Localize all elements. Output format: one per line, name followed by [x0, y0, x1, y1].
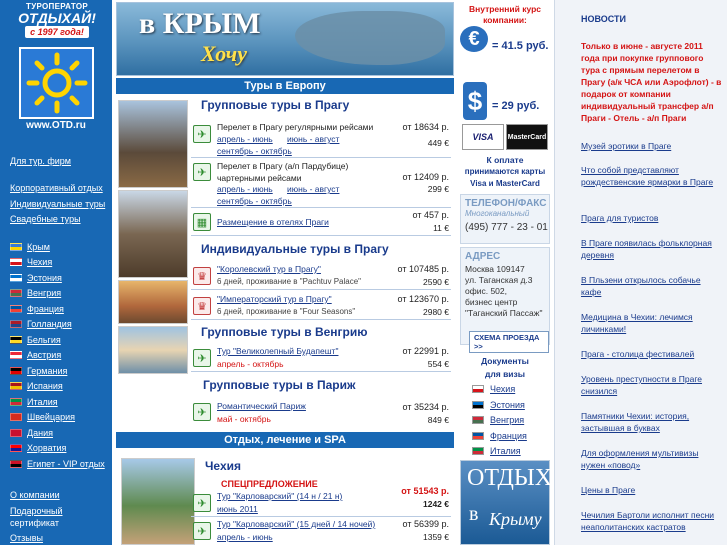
crimea-vacation-banner[interactable]	[460, 460, 553, 545]
country-link[interactable]	[10, 302, 64, 315]
crown-icon: ♛	[193, 267, 211, 285]
tour-row[interactable]	[191, 262, 451, 290]
country-link[interactable]	[10, 240, 50, 253]
tour-price-eur: 2980 €	[423, 307, 449, 317]
tour-row[interactable]	[191, 292, 451, 320]
tour-price: от 35234 р.	[402, 402, 449, 412]
country-name: Эстония	[27, 272, 62, 283]
plane-icon: ✈	[193, 163, 211, 181]
logo-sun-icon[interactable]	[19, 47, 94, 119]
country-link[interactable]	[10, 318, 72, 331]
tour-price-eur: 1359 €	[423, 532, 449, 542]
prague-photo-1	[118, 100, 188, 188]
czech-spa-title[interactable]: Чехия	[205, 459, 241, 473]
tour-row[interactable]	[191, 344, 451, 372]
logo-line2: ОТДЫХАЙ!	[18, 10, 96, 26]
tour-price-eur: 2590 €	[423, 277, 449, 287]
country-name: Венгрия	[27, 288, 62, 298]
country-link[interactable]	[10, 380, 63, 393]
country-name: Франция	[27, 303, 64, 314]
country-name: Швейцария	[27, 412, 76, 422]
visa-doc-link[interactable]	[472, 415, 524, 425]
country-name: Египет - VIP отдых	[27, 458, 105, 469]
country-link[interactable]	[10, 271, 62, 284]
flag-icon	[472, 385, 484, 393]
banner-line1: в КРЫМ	[139, 7, 261, 40]
prague-group-title[interactable]: Групповые туры в Прагу	[201, 98, 350, 112]
crown-icon: ♛	[193, 297, 211, 315]
tour-row[interactable]	[191, 486, 451, 517]
news-column	[554, 0, 727, 545]
tour-price: от 18634 р.	[402, 122, 449, 132]
pay-text-1: К оплате	[486, 155, 524, 165]
country-name: Бельгия	[27, 334, 61, 345]
route-map-button[interactable]: СХЕМА ПРОЕЗДА >>	[469, 331, 549, 353]
tour-price-eur: 11 €	[433, 223, 449, 233]
news-item[interactable]: Медицина в Чехии: лечимся личинками!	[581, 312, 693, 334]
tour-date-link[interactable]: сентябрь - октябрь	[217, 146, 292, 156]
flag-icon	[10, 382, 22, 390]
plane-icon: ✈	[193, 494, 211, 512]
prague-indiv-title[interactable]: Индивидуальные туры в Прагу	[201, 242, 389, 256]
banner-line2: Хочу	[201, 41, 247, 66]
tour-date-link[interactable]: июнь - август	[287, 184, 340, 194]
tour-row[interactable]	[191, 158, 451, 208]
visa-docs-heading-2: для визы	[484, 369, 526, 379]
flag-icon	[10, 274, 22, 282]
flag-icon	[10, 320, 22, 328]
tour-title[interactable]: "Королевский тур в Прагу"	[217, 264, 321, 274]
address-block	[460, 247, 550, 351]
news-item[interactable]: В Праге появилась фольклорная деревня	[581, 238, 712, 260]
pay-text-3: Visa и MasterCard	[470, 179, 540, 188]
link-about[interactable]: О компании	[10, 490, 60, 500]
country-link[interactable]	[10, 457, 105, 470]
country-name: Испания	[27, 381, 63, 391]
news-item[interactable]: Для оформления мультивизы нужен «повод»	[581, 448, 699, 470]
budapest-photo	[118, 326, 188, 374]
country-link[interactable]	[10, 426, 53, 439]
news-item[interactable]: Музей эротики в Праге	[581, 141, 672, 151]
phone-number: (495) 777 - 23 - 01	[465, 222, 548, 233]
news-title: НОВОСТИ	[581, 14, 627, 24]
news-item[interactable]: Цены в Праге	[581, 485, 636, 495]
address-line: "Таганский Пассаж"	[465, 308, 543, 318]
flag-icon	[10, 444, 22, 452]
address-line: бизнес центр	[465, 297, 518, 307]
tour-price-eur: 849 €	[427, 415, 449, 425]
visa-docs-heading-1: Документы	[481, 356, 529, 366]
link-corporate[interactable]: Корпоративный отдых	[10, 183, 103, 193]
tour-row[interactable]	[191, 398, 451, 428]
phone-block	[460, 194, 550, 244]
dollar-icon: $	[463, 82, 487, 120]
flag-icon	[10, 398, 22, 406]
news-item[interactable]: Прага для туристов	[581, 213, 659, 223]
visa-doc-name: Венгрия	[490, 415, 525, 425]
tour-date-link[interactable]: апрель - июнь	[217, 184, 273, 194]
country-name: Хорватия	[27, 443, 67, 453]
address-heading: АДРЕС	[465, 251, 501, 262]
tour-desc: 6 дней, проживание в "Pachtuv Palace"	[217, 277, 361, 286]
phone-sub: Многоканальный	[465, 209, 530, 218]
tour-title[interactable]: Романтический Париж	[217, 401, 306, 411]
country-name: Крым	[27, 241, 50, 252]
phone-heading: ТЕЛЕФОН/ФАКС	[465, 198, 547, 209]
visa-doc-link[interactable]	[472, 384, 515, 394]
rate-heading-2: компании:	[483, 15, 527, 25]
tour-date-link[interactable]: сентябрь - октябрь	[217, 196, 292, 206]
news-item[interactable]: В Пльзени открылось собачье кафе	[581, 275, 701, 297]
news-item[interactable]: Уровень преступности в Праге снизился	[581, 374, 703, 396]
special-offer-label: СПЕЦПРЕДЛОЖЕНИЕ	[221, 479, 318, 489]
tour-price: от 12409 р.	[402, 172, 449, 182]
country-name: Чехия	[27, 257, 53, 267]
main-content	[113, 0, 456, 545]
left-sidebar	[0, 0, 112, 545]
tour-date-link[interactable]: апрель - июнь	[217, 134, 273, 144]
country-link[interactable]	[10, 287, 61, 300]
flag-icon	[10, 243, 22, 251]
flag-icon	[10, 351, 22, 359]
flag-icon	[10, 305, 22, 313]
tour-price: от 22991 р.	[402, 346, 449, 356]
pay-text-2: принимаются карты	[464, 167, 546, 176]
section-europe: Туры в Европу	[116, 78, 454, 94]
flag-icon	[10, 413, 22, 421]
address-line: Москва 109147	[465, 264, 525, 274]
tour-row[interactable]	[191, 208, 451, 236]
flag-icon	[472, 432, 484, 440]
tour-price: от 51543 р.	[401, 486, 449, 496]
flag-icon	[10, 367, 22, 375]
country-link[interactable]	[10, 349, 61, 362]
news-item[interactable]: Что собой представляют рождественские ярмарки в Праге	[581, 165, 714, 187]
visa-doc-link[interactable]	[472, 400, 525, 410]
plane-icon: ✈	[193, 349, 211, 367]
country-link[interactable]	[10, 395, 58, 408]
visa-doc-link[interactable]	[472, 446, 521, 456]
paris-title[interactable]: Групповые туры в Париж	[203, 378, 356, 392]
prague-photo-3	[118, 280, 188, 324]
link-gift-certificate-2[interactable]: сертификат	[10, 518, 59, 528]
flag-icon	[472, 401, 484, 409]
link-reviews[interactable]: Отзывы	[10, 533, 43, 543]
rate-heading-1: Внутренний курс	[468, 4, 542, 14]
hotel-icon: ▦	[193, 213, 211, 231]
country-name: Голландия	[27, 319, 72, 329]
dolphin-image	[295, 11, 445, 65]
tour-title[interactable]: Размещение в отелях Праги	[217, 217, 329, 227]
tour-price: от 457 р.	[412, 210, 449, 220]
tour-date[interactable]: июнь 2011	[217, 504, 258, 514]
visa-doc-name: Эстония	[490, 399, 525, 410]
euro-icon: €	[460, 26, 488, 52]
flag-icon	[10, 258, 22, 266]
tour-row[interactable]	[191, 120, 451, 158]
logo-header	[12, 2, 102, 38]
tour-date-link[interactable]: июнь - август	[287, 134, 340, 144]
visa-doc-name: Чехия	[490, 384, 516, 394]
country-name: Дания	[27, 427, 53, 438]
flag-icon	[472, 416, 484, 424]
country-link[interactable]	[10, 442, 66, 455]
tour-desc: 6 дней, проживание в "Four Seasons"	[217, 307, 356, 316]
link-wedding[interactable]: Свадебные туры	[10, 214, 81, 224]
logo-url[interactable]: www.OTD.ru	[26, 120, 86, 131]
country-name: Австрия	[27, 350, 62, 360]
otd-banner-w1: ОТДЫХ	[467, 465, 553, 491]
plane-icon: ✈	[193, 403, 211, 421]
address-line: ул. Таганская д.3	[465, 275, 533, 285]
news-promo: Только в июне - августе 2011 года при покупке группового тура с прямым перелетом в Прагу (а/к ЧСА или Аэрофлот) - в подарок от компании индивидуальный трансфер а/п Праги - Отель - а/п Праги	[581, 41, 722, 123]
news-item[interactable]: Прага - столица фестивалей	[581, 349, 695, 359]
tour-price: от 56399 р.	[402, 519, 449, 529]
tour-price-eur: 299 €	[427, 184, 449, 194]
flag-icon	[10, 289, 22, 297]
address-line: офис. 502,	[465, 286, 507, 296]
link-individual[interactable]: Индивидуальные туры	[10, 199, 106, 209]
tour-price: от 107485 р.	[397, 264, 449, 274]
otd-banner-w3: Крыму	[489, 509, 542, 529]
otd-banner-w2: в	[469, 503, 479, 525]
flag-icon	[472, 447, 484, 455]
flag-icon	[10, 460, 22, 468]
karlovy-vary-photo	[121, 458, 195, 545]
tour-title[interactable]: Тур "Карловарский" (14 н / 21 н)	[217, 491, 343, 501]
mastercard-icon: MasterCard	[506, 124, 548, 150]
tour-date[interactable]: апрель - июнь	[217, 532, 273, 542]
flag-icon	[10, 429, 22, 437]
hungary-title[interactable]: Групповые туры в Венгрию	[201, 325, 368, 339]
tour-title: Перелет в Прагу (а/п Пардубице) чартерными рейсами	[217, 161, 349, 183]
dollar-rate: = 29 руб.	[492, 100, 540, 112]
country-link[interactable]	[10, 333, 61, 346]
country-name: Италия	[27, 396, 58, 407]
visa-card-icon: VISA	[462, 124, 504, 150]
logo-line3: с 1997 года!	[25, 26, 89, 38]
euro-rate: = 41.5 руб.	[492, 40, 549, 52]
news-item[interactable]: Памятники Чехии: история, застывшая в буквах	[581, 411, 690, 433]
crimea-banner[interactable]	[116, 2, 454, 76]
info-column	[458, 0, 552, 545]
tour-price: от 123670 р.	[397, 294, 449, 304]
tour-price-eur: 554 €	[427, 359, 449, 369]
section-spa: Отдых, лечение и SPA	[116, 432, 454, 448]
plane-icon: ✈	[193, 125, 211, 143]
country-link[interactable]	[10, 364, 67, 377]
country-name: Германия	[27, 365, 68, 376]
country-link[interactable]	[10, 256, 52, 269]
tour-title[interactable]: Тур "Карловарский" (15 дней / 14 ночей)	[217, 519, 376, 529]
plane-icon: ✈	[193, 522, 211, 540]
visa-doc-link[interactable]	[472, 431, 527, 441]
prague-photo-2	[118, 190, 188, 278]
flag-icon	[10, 336, 22, 344]
visa-doc-name: Италия	[490, 446, 521, 456]
tour-price-eur: 449 €	[427, 138, 449, 148]
tour-date: май - октябрь	[217, 414, 271, 424]
tour-title: Перелет в Прагу регулярными рейсами	[217, 122, 374, 132]
tour-row[interactable]	[191, 517, 451, 545]
visa-doc-name: Франция	[490, 430, 527, 441]
news-item[interactable]: Чечилия Бартоли исполнит песни неаполитанских кастратов	[581, 510, 715, 532]
link-for-agencies[interactable]: Для тур. фирм	[10, 156, 71, 166]
link-gift-certificate[interactable]: Подарочный	[10, 506, 63, 516]
country-link[interactable]	[10, 411, 75, 424]
logo-line1: ТУРОПЕРАТОР	[26, 2, 88, 11]
tour-date: апрель - октябрь	[217, 359, 284, 369]
tour-price-eur: 1242 €	[423, 499, 449, 509]
tour-title[interactable]: "Императорский тур в Прагу"	[217, 294, 332, 304]
tour-title[interactable]: Тур "Великолепный Будапешт"	[217, 346, 339, 356]
